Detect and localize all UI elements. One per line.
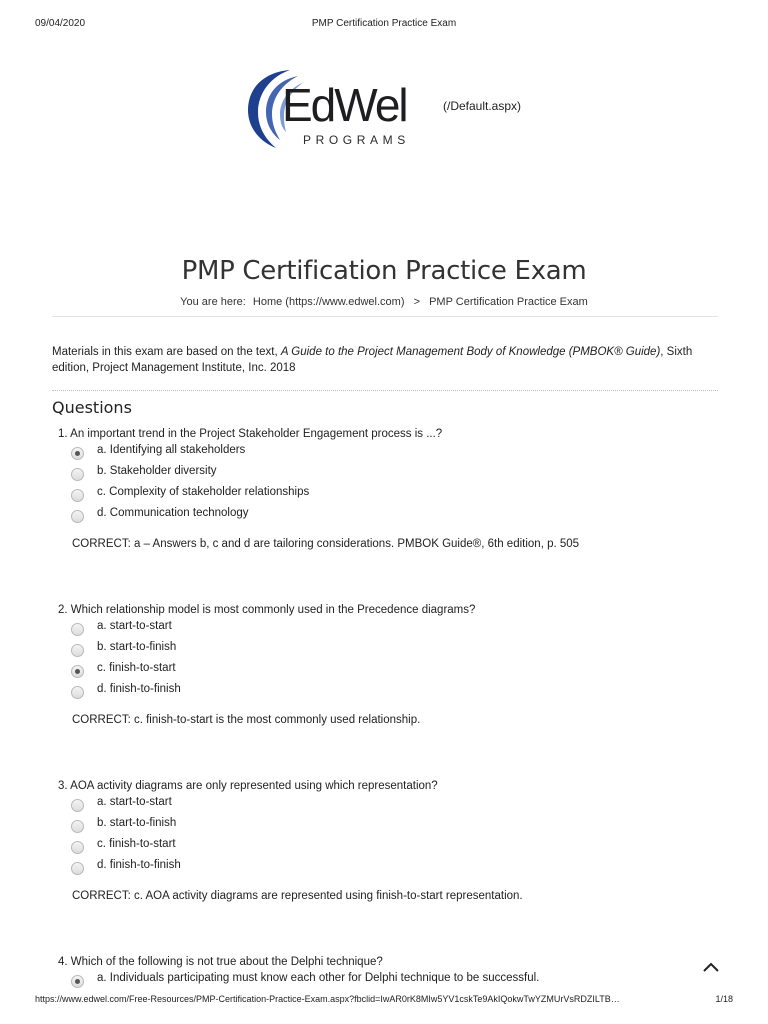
radio-button[interactable] xyxy=(71,665,84,678)
breadcrumb-prefix: You are here: xyxy=(180,296,246,308)
radio-button[interactable] xyxy=(71,510,84,523)
option-label: b. start-to-finish xyxy=(97,641,177,653)
edwel-logo[interactable] xyxy=(246,66,438,150)
option-label: a. start-to-start xyxy=(97,620,172,632)
radio-button[interactable] xyxy=(71,686,84,699)
radio-button[interactable] xyxy=(71,644,84,657)
print-header xyxy=(35,18,733,32)
breadcrumb-current: PMP Certification Practice Exam xyxy=(429,296,588,308)
question-text: 2. Which relationship model is most commonly used in the Precedence diagrams? xyxy=(58,604,476,616)
option-label: b. Stakeholder diversity xyxy=(97,465,217,477)
breadcrumb-separator: > xyxy=(413,296,420,308)
print-url: https://www.edwel.com/Free-Resources/PMP-Certification-Practice-Exam.aspx?fbclid=IwAR0rK8MIw5YV1cskTe9AkIQokwTwYZMUrVsRDZILTB… xyxy=(35,994,620,1004)
radio-button[interactable] xyxy=(71,975,84,988)
print-footer xyxy=(35,994,733,1006)
question-text: 1. An important trend in the Project Stakeholder Engagement process is ...? xyxy=(58,428,443,440)
breadcrumb-home-link[interactable]: Home (https://www.edwel.com) xyxy=(252,296,405,308)
radio-button[interactable] xyxy=(71,841,84,854)
option-label: d. finish-to-finish xyxy=(97,859,181,871)
option-label: c. finish-to-start xyxy=(97,838,176,850)
logo-link-text[interactable]: (/Default.aspx) xyxy=(443,99,522,113)
divider xyxy=(52,316,718,317)
intro-after: , Sixth edition, Project Management Institute, Inc. 2018 xyxy=(52,346,693,374)
breadcrumb xyxy=(0,296,768,308)
answer-text: CORRECT: c. AOA activity diagrams are represented using finish-to-start representation. xyxy=(72,890,523,902)
option-label: b. start-to-finish xyxy=(97,817,177,829)
radio-button[interactable] xyxy=(71,447,84,460)
intro-text xyxy=(52,344,718,376)
option-label: c. Complexity of stakeholder relationships xyxy=(97,486,310,498)
print-doc-title: PMP Certification Practice Exam xyxy=(311,18,457,29)
option-label: a. start-to-start xyxy=(97,796,172,808)
logo-subtitle: PROGRAMS xyxy=(303,133,410,147)
answer-text: CORRECT: a – Answers b, c and d are tailoring considerations. PMBOK Guide®, 6th edition, p. 505 xyxy=(72,538,580,550)
question-text: 3. AOA activity diagrams are only represented using which representation? xyxy=(58,780,438,792)
intro-before: Materials in this exam are based on the text, xyxy=(52,346,281,358)
section-heading: Questions xyxy=(52,398,132,417)
page-title: PMP Certification Practice Exam xyxy=(181,256,587,286)
radio-button[interactable] xyxy=(71,623,84,636)
radio-button[interactable] xyxy=(71,820,84,833)
print-page-number: 1/18 xyxy=(715,994,733,1004)
scroll-to-top-button[interactable] xyxy=(700,958,722,976)
divider-dotted xyxy=(52,390,718,391)
option-label: d. Communication technology xyxy=(97,507,249,519)
question-text: 4. Which of the following is not true about the Delphi technique? xyxy=(58,956,383,968)
radio-button[interactable] xyxy=(71,489,84,502)
chevron-up-icon xyxy=(700,958,722,976)
option-label: c. finish-to-start xyxy=(97,662,176,674)
logo-wordmark: EdWel xyxy=(282,79,407,131)
intro-book-title: A Guide to the Project Management Body of Knowledge (PMBOK® Guide) xyxy=(280,346,661,358)
answer-text: CORRECT: c. finish-to-start is the most commonly used relationship. xyxy=(72,714,421,726)
option-label: a. Individuals participating must know each other for Delphi technique to be successful. xyxy=(97,972,540,984)
print-date: 09/04/2020 xyxy=(35,18,86,29)
radio-button[interactable] xyxy=(71,862,84,875)
radio-button[interactable] xyxy=(71,799,84,812)
option-label: a. Identifying all stakeholders xyxy=(97,444,246,456)
radio-button[interactable] xyxy=(71,468,84,481)
option-label: d. finish-to-finish xyxy=(97,683,181,695)
